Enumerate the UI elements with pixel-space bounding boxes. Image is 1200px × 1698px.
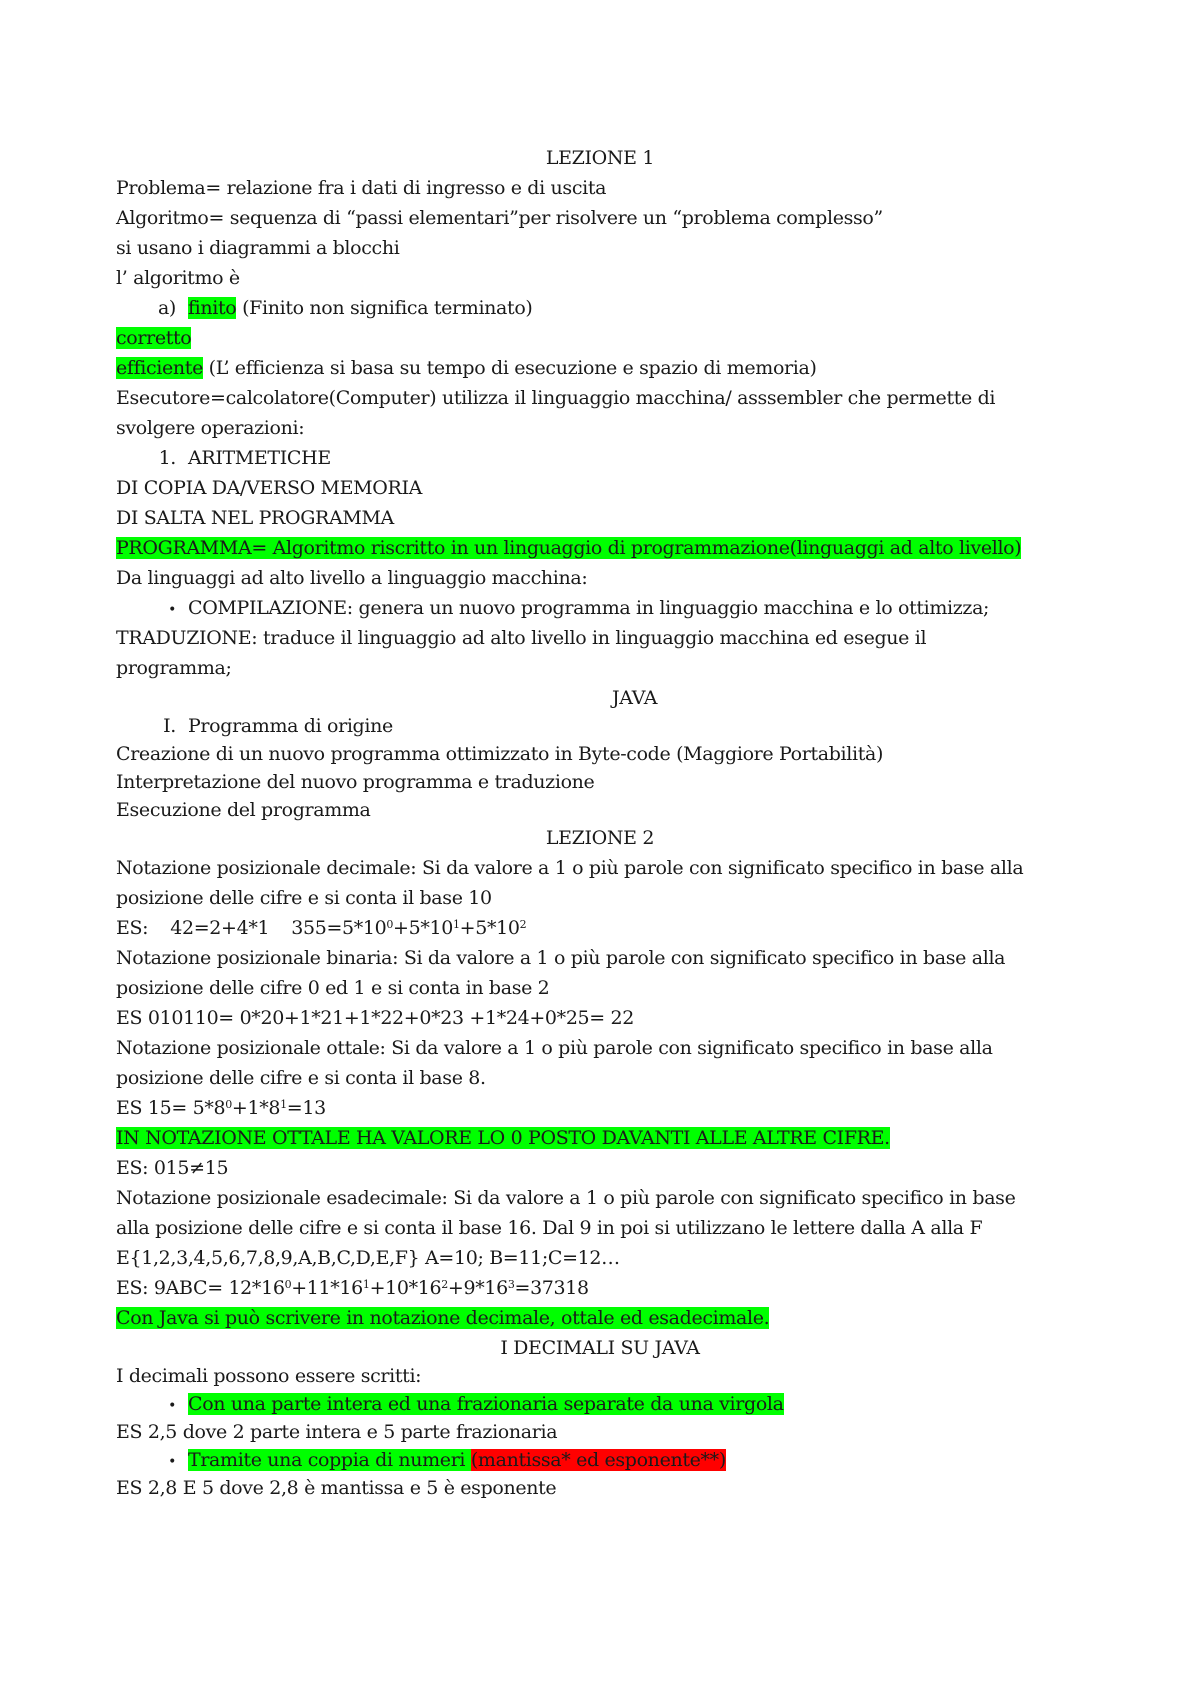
highlight-corretto: corretto xyxy=(116,327,192,349)
exponent: 0 xyxy=(225,1098,232,1111)
binaria-line-2: posizione delle cifre 0 ed 1 e si conta in base 2 xyxy=(116,977,550,999)
highlight-efficiente: efficiente xyxy=(116,357,203,379)
example-term: +1*8 xyxy=(231,1097,281,1119)
example-42: 42=2+4*1 xyxy=(170,917,270,939)
corretto-line xyxy=(116,326,191,350)
exponent: 0 xyxy=(386,918,394,931)
operation-label: ARITMETICHE xyxy=(188,447,331,469)
lezione2-title: LEZIONE 2 xyxy=(545,827,655,849)
esadecimale-line-2: alla posizione delle cifre e si conta il base 16. Dal 9 in poi si utilizzano le lettere dalla A alla F xyxy=(116,1217,983,1239)
bullet-icon: • xyxy=(168,1454,176,1470)
example-prefix: ES: xyxy=(116,917,149,939)
compilazione-item xyxy=(116,596,989,622)
traduzione-line-1: TRADUZIONE: traduce il linguaggio ad alto livello in linguaggio macchina ed esegue il xyxy=(116,627,927,649)
exponent: 1 xyxy=(362,1278,370,1291)
example-term: +10*16 xyxy=(369,1277,442,1299)
example-term: ES 15= 5*8 xyxy=(116,1097,226,1119)
highlight-item-1: Con una parte intera ed una frazionaria separate da una virgola xyxy=(188,1393,784,1415)
ottale-note-line xyxy=(116,1126,890,1150)
decimale-example xyxy=(116,916,526,940)
operation-salta: DI SALTA NEL PROGRAMMA xyxy=(116,507,394,529)
decimali-example-2: ES 2,8 E 5 dove 2,8 è mantissa e 5 è esponente xyxy=(116,1477,557,1499)
traduzione-line-2: programma; xyxy=(116,657,232,679)
example-term: +9*16 xyxy=(447,1277,508,1299)
example-015: ES: 015≠15 xyxy=(116,1157,229,1179)
java-step-2: Creazione di un nuovo programma ottimizzato in Byte-code (Maggiore Portabilità) xyxy=(116,743,884,765)
da-linguaggi-line: Da linguaggi ad alto livello a linguaggio macchina: xyxy=(116,567,588,589)
ottale-example xyxy=(116,1096,326,1120)
bullet-icon: • xyxy=(168,602,176,618)
list-marker: 1. xyxy=(158,447,176,469)
list-marker: a) xyxy=(157,297,176,319)
example-term: =13 xyxy=(286,1097,326,1119)
example-term: +5*10 xyxy=(459,917,520,939)
binaria-line-1: Notazione posizionale binaria: Si da valore a 1 o più parole con significato specifico in base alla xyxy=(116,947,1006,969)
programma-line xyxy=(116,536,1021,560)
java-note-line xyxy=(116,1306,769,1330)
example-355: 355=5*10 xyxy=(291,917,387,939)
example-term: +11*16 xyxy=(291,1277,363,1299)
esecutore-line-2: svolgere operazioni: xyxy=(116,417,305,439)
java-step-4: Esecuzione del programma xyxy=(116,799,371,821)
example-term: +5*10 xyxy=(393,917,453,939)
decimali-intro: I decimali possono essere scritti: xyxy=(116,1365,422,1387)
compilazione-text: COMPILAZIONE: genera un nuovo programma in linguaggio macchina e lo ottimizza; xyxy=(188,597,990,619)
lezione1-title: LEZIONE 1 xyxy=(545,147,655,169)
highlight-java-note: Con Java si può scrivere in notazione decimale, ottale ed esadecimale. xyxy=(116,1307,770,1329)
example-term: =37318 xyxy=(514,1277,589,1299)
list-marker: I. xyxy=(163,715,176,737)
highlight-item-2-red: (mantissa* ed esponente**) xyxy=(470,1449,726,1471)
exponent: 1 xyxy=(452,918,460,931)
efficiente-note: (L’ efficienza si basa su tempo di esecuzione e spazio di memoria) xyxy=(202,357,817,379)
example-term: ES: 9ABC= 12*16 xyxy=(116,1277,285,1299)
operation-item-aritmetiche xyxy=(116,446,331,470)
java-step-1 xyxy=(116,714,393,738)
highlight-item-2-green: Tramite una coppia di numeri xyxy=(188,1449,471,1471)
exponent: 3 xyxy=(507,1278,515,1291)
decimali-title: I DECIMALI SU JAVA xyxy=(500,1337,700,1359)
efficiente-line xyxy=(116,356,817,380)
esecutore-line-1: Esecutore=calcolatore(Computer) utilizza il linguaggio macchina/ asssembler che permette di xyxy=(116,387,996,409)
decimali-example-1: ES 2,5 dove 2 parte intera e 5 parte frazionaria xyxy=(116,1421,558,1443)
decimali-item-2 xyxy=(116,1448,726,1474)
diagrammi-line: si usano i diagrammi a blocchi xyxy=(116,237,400,259)
algoritmo-e-line: l’ algoritmo è xyxy=(116,267,240,289)
highlight-finito: finito xyxy=(188,297,237,319)
exponent: 2 xyxy=(519,918,527,931)
decimali-item-1 xyxy=(116,1392,784,1418)
operation-copia: DI COPIA DA/VERSO MEMORIA xyxy=(116,477,422,499)
decimale-line-1: Notazione posizionale decimale: Si da valore a 1 o più parole con significato specifico in base alla xyxy=(116,857,1024,879)
java-step-3: Interpretazione del nuovo programma e traduzione xyxy=(116,771,595,793)
java-title: JAVA xyxy=(612,687,658,709)
exponent: 0 xyxy=(284,1278,292,1291)
esadecimale-set: E{1,2,3,4,5,6,7,8,9,A,B,C,D,E,F} A=10; B=11;C=12… xyxy=(116,1247,620,1269)
decimale-line-2: posizione delle cifre e si conta il base 10 xyxy=(116,887,492,909)
esadecimale-example xyxy=(116,1276,589,1300)
java-step-label: Programma di origine xyxy=(188,715,393,737)
binaria-example: ES 010110= 0*20+1*21+1*22+0*23 +1*24+0*25= 22 xyxy=(116,1007,635,1029)
highlight-programma: PROGRAMMA= Algoritmo riscritto in un linguaggio di programmazione(linguaggi ad alto livello) xyxy=(116,537,1022,559)
bullet-icon: • xyxy=(168,1398,176,1414)
algoritmo-line: Algoritmo= sequenza di “passi elementari”per risolvere un “problema complesso” xyxy=(116,207,883,229)
list-item-finito xyxy=(116,296,532,320)
exponent: 2 xyxy=(441,1278,448,1291)
ottale-line-2: posizione delle cifre e si conta il base 8. xyxy=(116,1067,486,1089)
esadecimale-line-1: Notazione posizionale esadecimale: Si da valore a 1 o più parole con significato specifico in base xyxy=(116,1187,1016,1209)
finito-note: (Finito non significa terminato) xyxy=(236,297,533,319)
highlight-ottale-note: IN NOTAZIONE OTTALE HA VALORE LO 0 POSTO DAVANTI ALLE ALTRE CIFRE. xyxy=(116,1127,890,1149)
ottale-line-1: Notazione posizionale ottale: Si da valore a 1 o più parole con significato specifico in base alla xyxy=(116,1037,993,1059)
exponent: 1 xyxy=(280,1098,287,1111)
problema-line: Problema= relazione fra i dati di ingresso e di uscita xyxy=(116,177,607,199)
